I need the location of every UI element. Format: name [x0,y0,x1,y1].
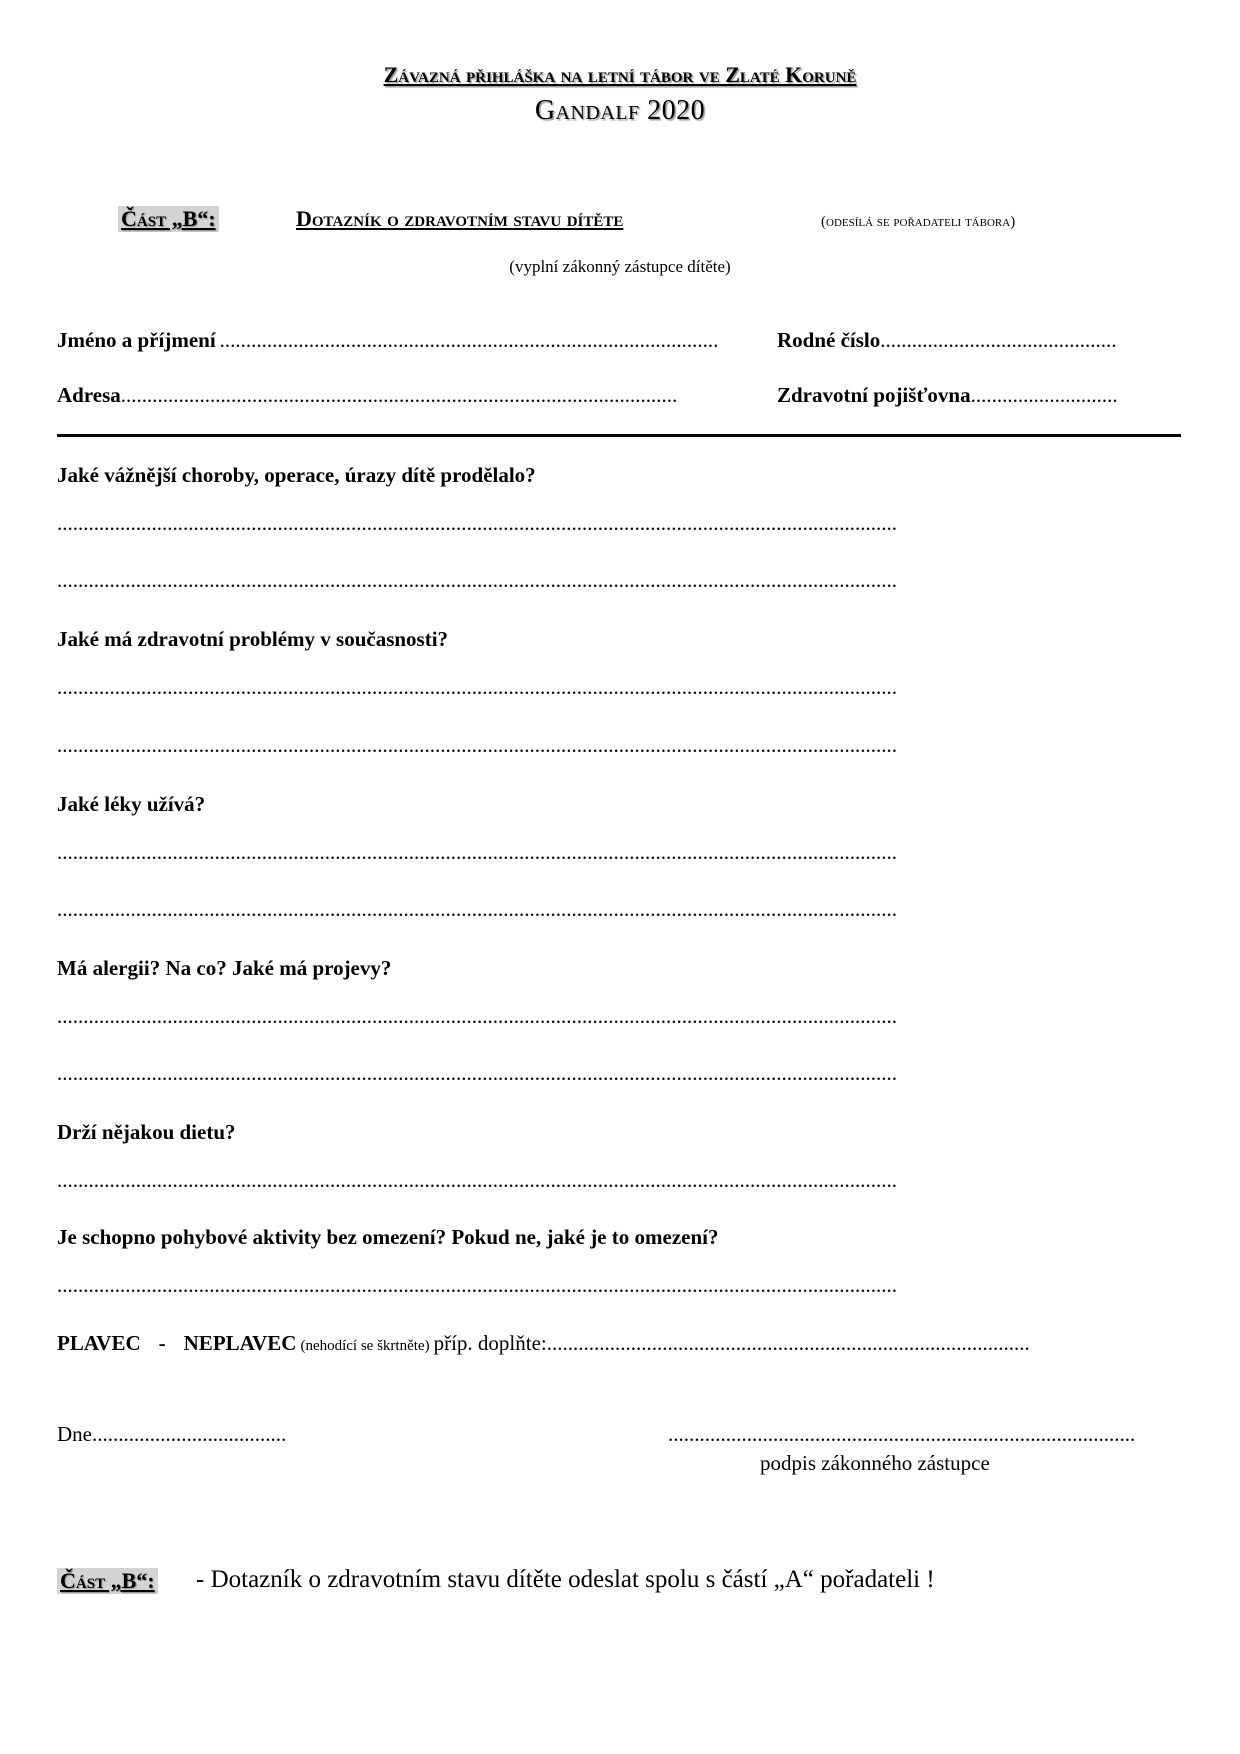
fill-label: příp. doplňte: [433,1331,547,1355]
footer-part-label: Část „B“: [57,1568,158,1594]
question-allergies: Má alergii? Na co? Jaké má projevy? [57,956,392,980]
answer-line[interactable]: ................................................................................................................................................................ [57,675,897,699]
footer-text: - Dotazník o zdravotním stavu dítěte odeslat spolu s částí „A“ pořadateli ! [196,1566,935,1593]
birth-number-field[interactable] [777,328,1117,353]
answer-line[interactable]: ................................................................................................................................................................ [57,897,897,921]
form-title: Závazná přihláška na letní tábor ve Zlaté Koruně [383,62,857,87]
birth-number-label: Rodné číslo [777,328,881,352]
signature-caption: podpis zákonného zástupce [760,1451,990,1475]
date-dots: ..................................... [92,1422,287,1446]
insurance-field[interactable] [777,383,1118,408]
answer-line[interactable]: ................................................................................................................................................................ [57,840,897,864]
swimmer-row [57,1331,1030,1356]
section-note: (odesílá se pořadateli tábora) [821,214,1016,230]
strike-note: (nehodící se škrtněte) [300,1338,430,1354]
signature-line[interactable]: ......................................................................................... [668,1422,1136,1446]
address-field[interactable] [57,383,677,408]
non-swimmer-option[interactable]: NEPLAVEC [183,1331,297,1355]
fill-dots[interactable]: ............................................................................................ [546,1331,1030,1355]
question-medication: Jaké léky užívá? [57,792,206,816]
name-label: Jméno a příjmení [57,328,216,352]
question-current-problems: Jaké má zdravotní problémy v současnosti? [57,627,449,651]
name-dots: ............................................................................................... [219,328,719,352]
name-field[interactable] [57,328,718,353]
question-physical-activity: Je schopno pohybové aktivity bez omezení? Pokud ne, jaké je to omezení? [57,1225,719,1249]
answer-line[interactable]: ................................................................................................................................................................ [57,1004,897,1028]
date-label: Dne [57,1422,92,1446]
answer-line[interactable]: ................................................................................................................................................................ [57,733,897,757]
answer-line[interactable]: ................................................................................................................................................................ [57,568,897,592]
question-diet: Drží nějakou dietu? [57,1120,236,1144]
swimmer-dash: - [158,1331,166,1355]
answer-line[interactable]: ................................................................................................................................................................ [57,1273,897,1297]
question-past-illnesses: Jaké vážnější choroby, operace, úrazy dítě prodělalo? [57,463,536,487]
insurance-dots: ............................ [970,383,1118,407]
insurance-label: Zdravotní pojišťovna [777,383,971,407]
section-title: Dotazník o zdravotním stavu dítěte [296,206,624,231]
answer-line[interactable]: ................................................................................................................................................................ [57,1061,897,1085]
swimmer-option[interactable]: PLAVEC [57,1331,141,1355]
form-subtitle: Gandalf 2020 [534,95,706,126]
address-dots: .......................................................................................................... [120,383,678,407]
fill-note: (vyplní zákonný zástupce dítěte) [509,257,731,276]
birth-number-dots: ............................................. [880,328,1117,352]
section-part-label: Část „B“: [118,206,219,232]
answer-line[interactable]: ................................................................................................................................................................ [57,511,897,535]
answer-line[interactable]: ................................................................................................................................................................ [57,1168,897,1192]
section-divider [57,434,1181,437]
address-label: Adresa [57,383,121,407]
date-field[interactable] [57,1422,286,1447]
